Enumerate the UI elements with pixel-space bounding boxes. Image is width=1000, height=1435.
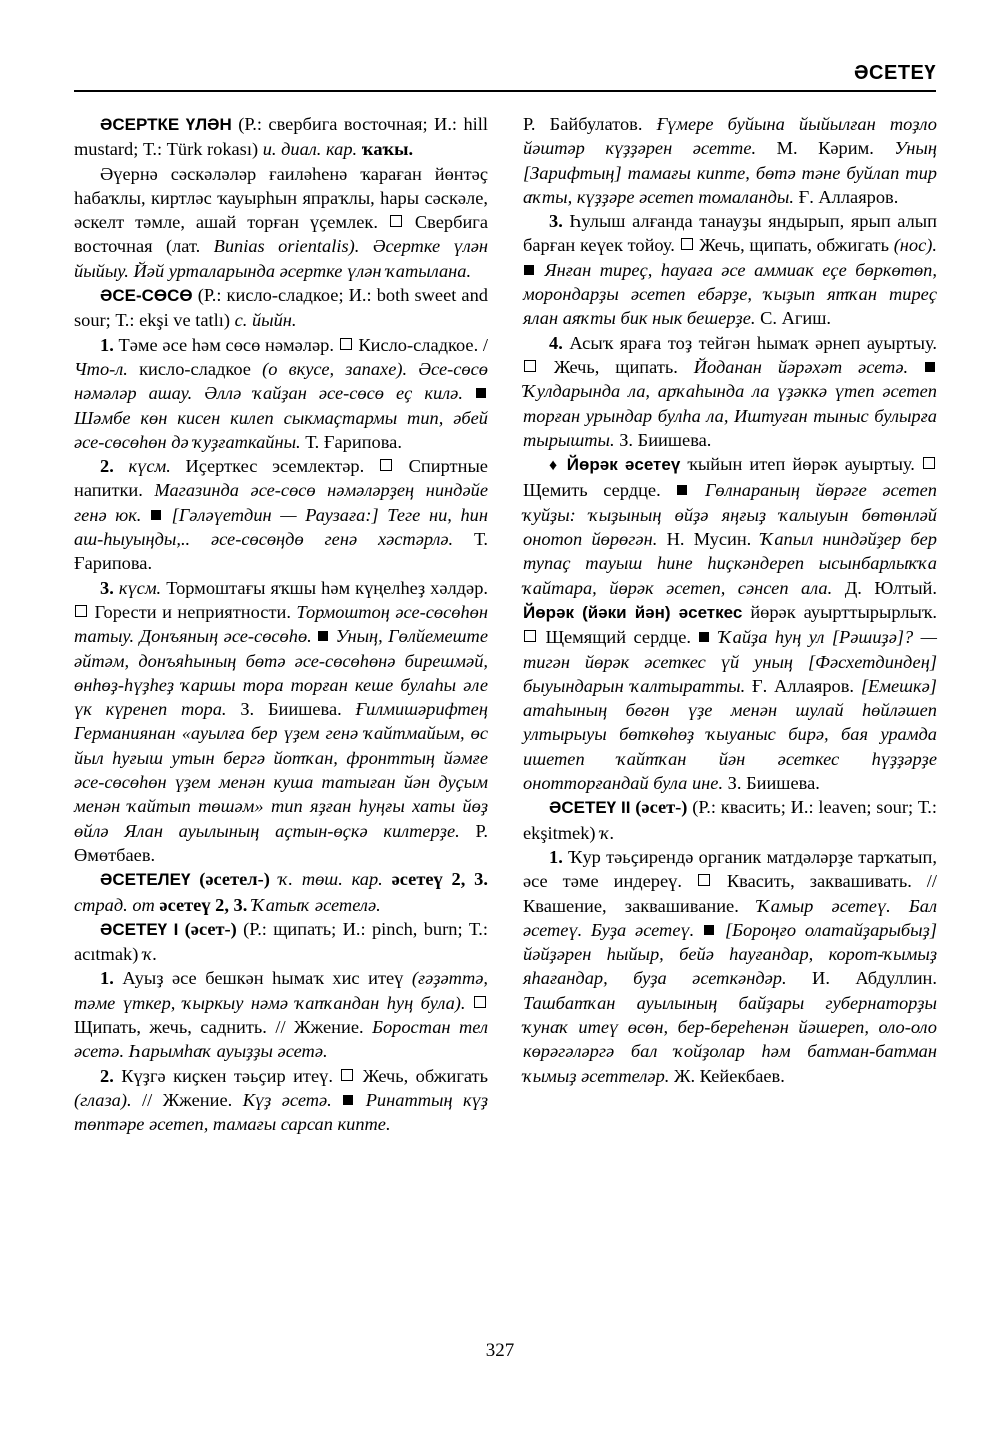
citation-author: Т. Ғарипова. — [305, 431, 402, 452]
example: Тормоштоң әсе-сөсөһөн татыу. Донъяның әсе-сөсөһө. — [74, 601, 488, 647]
citation-author: И. Абдуллин. — [812, 968, 937, 989]
lang-equivalents: (Р.: кисло-сладкое; И.: both sweet and sour; Т.: ekşi ve tatlı) — [74, 285, 488, 331]
russian-label: страд. от — [74, 894, 155, 915]
example: Әсертке үлән йыйыу. Йәй урталарында әсертке үлән ҡатылана. — [74, 236, 489, 281]
russian-gloss: Жечь, обжигать — [362, 1065, 488, 1086]
sense-1 — [74, 333, 488, 454]
citation-author: Р. Байбулатов. — [523, 114, 643, 134]
running-head: ӘСЕТЕҮ — [854, 62, 936, 84]
citation-marker-icon — [925, 362, 935, 372]
russian-gloss-note: (нос). — [893, 235, 938, 256]
idiom-headword: Йөрәк әсетеү — [566, 455, 681, 475]
example: Ҡамыр әсетеү. Бал әсетеү. Буҙа әсетеү. — [523, 895, 937, 940]
entry-aseteu-1 — [74, 917, 488, 967]
cross-reference: әсетеү 2, 3. — [391, 869, 488, 890]
citation-marker-icon — [476, 388, 486, 398]
grammar-label: и. диал. кар. — [262, 139, 358, 160]
dialect-form: ҡаҡы. — [361, 139, 414, 160]
definition: Тәме әсе һәм сөсө нәмәләр. — [118, 334, 334, 355]
headword: ӘСЕТЕҮ I — [100, 919, 179, 939]
russian-marker-icon — [380, 459, 392, 471]
example: Әсе-сөсө нәмәләр ашау. Әллә ҡайҙан әсе-сөсө еҫ килә. — [74, 358, 488, 404]
latin-name: Bunias orientalis). — [213, 236, 360, 257]
definition: Һулыш алғанда танауҙы яндырып, ярып алып барған кеүек тойоу. — [523, 211, 937, 256]
headword: ӘСЕТЕЛЕҮ — [100, 870, 191, 890]
citation: Ғилмишәрифтең Германиянан «ауылға бер үҙем генә ҡайтмайым, өс йыл һуғыш утын бергә йотҡан, фронттың йәмғе әсе-сөсөһөн үҙем менән куша татыған йән дуҫым менән ҡайтып төшәм» тип яҙған һуңғы хаты йөҙ өйлә Ялан ауылының аҫтын-өҫкә килтерҙе. — [74, 699, 488, 841]
entry-asertke — [74, 112, 488, 162]
sense-2 — [74, 1064, 488, 1137]
russian-marker-icon — [524, 360, 536, 372]
entry-asertke-body — [74, 162, 488, 283]
grammar-label: ҡ. — [142, 944, 158, 965]
citation-marker-icon — [318, 631, 328, 641]
headword-stem: (әсетел-) — [199, 869, 270, 890]
lang-equivalents: (Р.: квасить; И.: leaven; sour; Т.: ekşitmek) — [523, 797, 937, 843]
definition: Иҫерткес эсемлектәр. — [185, 456, 365, 477]
diamond-icon: ♦ — [549, 457, 560, 475]
definition-note: (ғәҙәттә, тәме үткер, ҡыркыу нәмә ҡапҡандан һуң була). — [74, 968, 488, 1013]
citation-author: Д. Юлтый. — [844, 577, 937, 598]
grammar-label: күсм. — [128, 456, 171, 477]
russian-marker-icon — [340, 338, 352, 350]
citation: Ҡапыл ниндәйҙер бер тупаҫ тауыш һине һиҫкәндереп ысынбарлыҡҡа ҡайтара, йөрәк әсетеп, сәнсеп ала. — [523, 529, 937, 598]
sense-2 — [74, 454, 488, 575]
russian-marker-icon — [390, 215, 402, 227]
right-column — [523, 112, 937, 1088]
idiom-block — [523, 452, 937, 795]
citation-author: Ғ. Аллаяров. — [798, 186, 899, 207]
citation-author: М. Кәрим. — [776, 138, 874, 159]
example: Күҙ әсетә. — [242, 1089, 332, 1110]
sense-3 — [74, 576, 488, 868]
citation-author: З. Биишева. — [727, 773, 820, 794]
grammar-label: күсм. — [118, 577, 162, 598]
russian-gloss: Квасить, заквашивать. // Квашение, заквашивание. — [523, 871, 937, 916]
header-rule — [74, 90, 936, 92]
lang-equivalents: (Р.: свербига восточная; И.: hill mustard; Т.: Türk rokası) — [74, 114, 488, 160]
sense-3 — [523, 209, 937, 330]
lang-equivalents: (Р.: щипать; И.: pinch, burn; Т.: acıtmak) — [74, 918, 488, 965]
citation-marker-icon — [699, 632, 709, 642]
russian-gloss: Жечь, щипать, обжигать — [699, 235, 889, 256]
russian-marker-icon — [341, 1069, 353, 1081]
sense-1 — [523, 845, 937, 1088]
grammar-label: ҡ. — [600, 822, 615, 843]
russian-gloss-2: кисло-сладкое — [139, 358, 251, 379]
citation-author: З. Биишева. — [619, 429, 712, 450]
headword: ӘСЕРТКЕ ҮЛӘН — [100, 115, 232, 134]
russian-gloss: Свербига восточная (лат. — [74, 212, 489, 257]
citation-author: Н. Мусин. — [666, 529, 752, 550]
sense-number: 3. — [100, 577, 114, 598]
example: Боростан тел әсетә. Һарымһаҡ ауыҙҙы әсетә. — [74, 1016, 488, 1062]
citation: [Бороңғо олатайҙарыбыҙ] йәйҙәрен һыйыр, бейә һауғандар, корот-ҡымыҙ яһағандар, буҙа әсеткәндәр. — [523, 919, 937, 989]
sense-number: 1. — [100, 334, 114, 355]
russian-gloss: Щемить сердце. — [523, 480, 661, 501]
citation: Янған тиреҫ, һауаға әсе аммиак еҫе бөркөтөп, морондарҙы әсетеп ебәрҙе, ҡыҙып ятҡан тиреҫ ялан аяҡты бик нык бешерҙе. — [523, 259, 937, 329]
idiom-definition: йөрәк ауырттырырлыҡ. — [750, 601, 937, 622]
citation: [Гәләүетдин — Раузаға:] Теге ни, һин аш-һыуыңды,.. әсе-сөсөңдө генә хәстәрлә. — [74, 504, 488, 550]
citation: [Емешкә] атаһының бөгөн үҙе менән шулай һөйләшеп ултырыуы бөткөһөҙ ҡыуаныс бирә, бая урамда ишетеп ҡайтҡан йән әсеткес һүҙҙәрҙе онотторғандай була ине. — [523, 675, 937, 794]
citation-author: Р. Өмөтбаев. — [74, 820, 488, 865]
citation-marker-icon — [524, 265, 534, 275]
citation: Уның [Зарифтың] тамағы кипте, бөтә тәне буйлап тир аҡты, күҙҙәре әсетеп томаланды. — [523, 138, 937, 207]
russian-marker-icon — [681, 238, 693, 250]
sense-2-continued — [523, 112, 937, 209]
russian-marker-icon — [698, 874, 710, 886]
russian-gloss: Жечь, щипать. — [553, 356, 678, 377]
definition: Ауыҙ әсе бешкән һымаҡ хис итеү — [122, 968, 404, 989]
citation: Ҡайҙа һуң ул [Рәшиҙә]? — тигән йөрәк әсеткес үй уның [Фәсхетдиндең] быуындарын ҡалтыратты. — [523, 627, 937, 696]
headword: ӘСЕ-СӨСӨ — [100, 286, 193, 306]
sense-number: 3. — [549, 211, 563, 232]
russian-gloss: Горести и неприятности. — [94, 601, 291, 622]
citation: Ринаттың күҙ төптәре әсетеп, тамағы сарсап кипте. — [74, 1089, 489, 1135]
sense-1 — [74, 966, 488, 1063]
russian-gloss: Кисло-сладкое. / — [358, 334, 488, 355]
citation-marker-icon — [343, 1095, 353, 1105]
citation: Шәмбе көн кисен килеп сыкмаҫтармы тип, әбей әсе-сөсөһөн дә ҡуҙғаткайны. — [74, 407, 488, 452]
russian-marker-icon — [923, 457, 935, 469]
idiom-headword-2: Йөрәк (йәки йән) әсеткес — [523, 602, 743, 622]
russian-gloss: Щемящий сердце. — [545, 627, 691, 648]
citation-author: С. Агиш. — [760, 308, 831, 329]
sense-number: 2. — [100, 456, 114, 477]
definition: Әүернә сәскәләләр ғаиләһенә ҡараған йөнтәҫ һабаҡлы, киртләс ҡауырһын япраҡлы, һары сәскәле, әскелт тәмле, ашай торған үҫемлек. — [74, 163, 488, 233]
example: Ҡатыҡ әсетелә. — [251, 894, 381, 915]
left-column — [74, 112, 488, 1136]
citation-author: Ж. Кейекбаев. — [673, 1065, 785, 1086]
russian-marker-icon — [524, 630, 536, 642]
citation: Ғүмере буйына йыйылған тоҙло йәштәр күҙҙәрен әсетте. — [523, 114, 937, 159]
definition: Ҡур тәьҫирендә органик матдәләрҙе тарҡатып, әсе тәме индереү. — [523, 846, 937, 892]
citation: Ҡулдарында ла, арҡаһында ла үҙәккә үтеп әсетеп торған урындар булһа ла, Иштуған тыныс булырға тырышты. — [523, 381, 937, 450]
russian-gloss-2: // Жжение. — [142, 1089, 233, 1110]
definition: Күҙгә киҫкен тәьҫир итеү. — [121, 1065, 333, 1086]
entry-aseteu-2 — [523, 795, 937, 845]
page-number: 327 — [485, 1340, 515, 1361]
russian-gloss-note: (глаза). — [74, 1089, 132, 1110]
headword-stem: (әсет-) — [184, 918, 237, 939]
headword-stem: (әсет-) — [635, 797, 688, 818]
citation: Уның, Гөлйемеште әйтәм, донъяһының бөтә әсе-сөсөһөнә бирешмәй, өнһөҙ-һүҙһеҙ ҡаршы тора торған кеше булаһы әле үк күренеп тора. — [74, 626, 488, 720]
definition: Асыҡ яраға тоҙ тейгән һымаҡ әрнеп ауыртыу. — [569, 332, 937, 353]
citation: Гөлнараның йөрәге әсетеп ҡуйҙы: ҡыҙының өйҙә яңғыҙ ҡалыуын бөтөнләй онотоп йөрөгән. — [523, 480, 937, 550]
sense-4 — [523, 331, 937, 452]
cross-reference-2: әсетеү 2, 3. — [159, 894, 248, 915]
idiom-definition: ҡыйын итеп йөрәк ауыртыу. — [687, 454, 915, 475]
entry-asesese — [74, 283, 488, 333]
russian-gloss: Щипать, жечь, саднить. // Жжение. — [74, 1016, 364, 1037]
russian-marker-icon — [75, 605, 87, 617]
russian-gloss-note: (о вкусе, запахе). — [262, 358, 408, 379]
citation-author: Ғ. Аллаяров. — [752, 675, 855, 696]
sense-number: 4. — [549, 332, 563, 353]
citation: Ташбатҡан ауылының байҙары губернаторҙы ҡунаҡ итеү өсөн, бер-береһенән йәшереп, оло-оло көрәгәләргә бал ҡойҙолар һәм батман-батман ҡымыҙ әсеттеләр. — [523, 992, 937, 1086]
russian-marker-icon — [474, 996, 486, 1008]
sense-number: 1. — [549, 846, 563, 867]
headword: ӘСЕТЕҮ II — [549, 798, 631, 818]
citation-marker-icon — [151, 510, 161, 520]
russian-gloss: Спиртные напитки. — [74, 456, 488, 501]
sense-number: 2. — [100, 1065, 114, 1086]
sense-number: 1. — [100, 968, 114, 989]
citation-marker-icon — [704, 925, 714, 935]
entry-aseteleu — [74, 867, 488, 917]
citation-marker-icon — [677, 485, 687, 495]
russian-gloss-italic: Что-л. — [74, 358, 128, 379]
grammar-label: с. йыйн. — [234, 310, 297, 331]
example: Йоданан йәрәхәт әсетә. — [693, 356, 909, 377]
grammar-label: ҡ. төш. кар. — [278, 869, 383, 890]
citation-author: Т. Ғарипова. — [74, 529, 488, 574]
example: Магазинда әсе-сөсө нәмәләрҙең ниндәйе генә юк. — [74, 480, 488, 525]
citation-author: З. Биишева. — [240, 699, 342, 720]
definition: Тормоштағы яҡшы һәм күңелһеҙ хәлдәр. — [166, 577, 488, 598]
